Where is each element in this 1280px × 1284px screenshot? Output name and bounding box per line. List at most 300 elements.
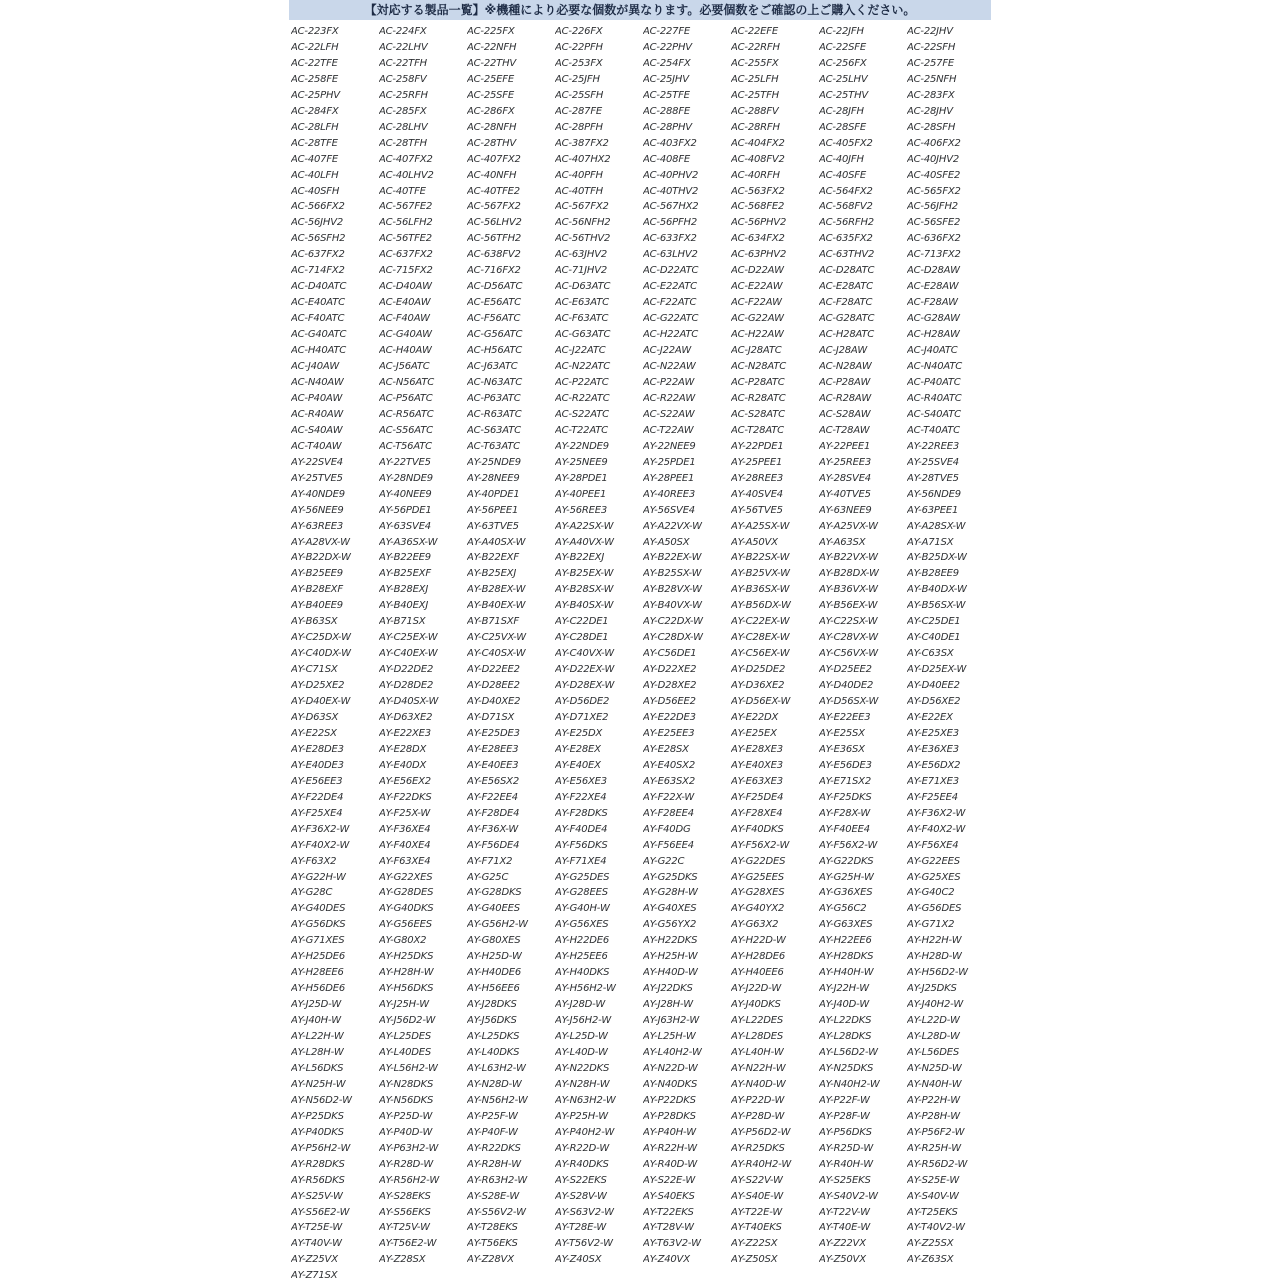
model-number: AY-F40DKS <box>731 823 784 835</box>
compatible-models-grid <box>291 24 995 1284</box>
model-number: AC-56RFH2 <box>819 217 874 229</box>
model-number: AY-C71SX <box>291 664 338 676</box>
model-number: AY-S56V2-W <box>467 1206 526 1218</box>
model-number: AY-D25EE2 <box>819 664 872 676</box>
model-number: AY-E71XE3 <box>907 775 959 787</box>
model-number: AC-25RFH <box>379 89 428 101</box>
model-number: AY-D63SX <box>291 711 339 723</box>
model-number: AY-J25D-W <box>291 999 342 1011</box>
model-number: AY-P40D-W <box>379 1126 433 1138</box>
model-number: AY-T22EKS <box>643 1206 694 1218</box>
model-number: AC-22TFH <box>379 57 427 69</box>
model-number: AC-226FX <box>555 26 603 37</box>
model-number: AC-25EFE <box>467 73 514 85</box>
model-number: AY-E22EX <box>907 711 953 723</box>
model-number: AY-N25D-W <box>907 1062 962 1074</box>
model-number: AC-568FE2 <box>731 201 785 213</box>
model-number: AY-T25E-W <box>291 1222 343 1234</box>
model-number: AC-28SFE <box>819 121 866 133</box>
model-number: AY-A50VX <box>731 536 778 548</box>
model-number: AC-40JFH <box>819 153 864 165</box>
model-number: AY-H40H-W <box>819 967 874 979</box>
model-number: AC-407FX2 <box>467 153 521 165</box>
model-number: AC-J40ATC <box>907 345 958 357</box>
model-number: AC-28TFH <box>379 137 427 149</box>
model-number: AY-B40EE9 <box>291 600 343 612</box>
model-number: AY-C40DX-W <box>291 648 351 660</box>
model-number: AC-N28AW <box>819 361 872 373</box>
model-number: AY-56TVE5 <box>731 504 783 516</box>
model-number: AY-P56F2-W <box>907 1126 965 1138</box>
model-number: AY-G36XES <box>819 887 873 899</box>
model-number: AC-P28AW <box>819 376 871 388</box>
model-number: AY-P40DKS <box>291 1126 344 1138</box>
model-number: AC-40RFH <box>731 169 780 181</box>
model-number: AY-J56D2-W <box>379 1015 436 1027</box>
model-number: AY-E22EE3 <box>819 711 871 723</box>
model-number: AY-C28DX-W <box>643 632 703 644</box>
model-number: AY-H22DKS <box>643 935 698 947</box>
model-number: AY-Z40SX <box>555 1254 602 1266</box>
model-number: AY-S22EKS <box>555 1174 607 1186</box>
model-number: AC-T40ATC <box>907 424 960 436</box>
model-number: AY-G25XES <box>907 871 961 883</box>
model-number: AY-L40DKS <box>467 1047 520 1058</box>
model-number: AC-F40ATC <box>291 313 345 325</box>
model-number: AC-22RFH <box>731 41 780 53</box>
model-number: AC-408FV2 <box>731 153 785 165</box>
model-number: AC-J40AW <box>291 361 340 373</box>
model-number: AY-L56DES <box>907 1047 960 1058</box>
model-number: AC-56THV2 <box>555 233 611 245</box>
model-number: AC-566FX2 <box>291 201 345 213</box>
model-number: AC-25TFH <box>731 89 779 101</box>
model-number: AY-B25EX-W <box>555 568 614 580</box>
model-number: AY-F56XE4 <box>907 839 959 851</box>
model-number: AY-Z40VX <box>643 1254 690 1266</box>
model-number: AY-N28DKS <box>379 1078 434 1090</box>
model-number: AY-63SVE4 <box>379 520 431 532</box>
model-number: AC-P40AW <box>291 392 343 404</box>
model-number: AY-R40H2-W <box>731 1158 792 1170</box>
model-number: AC-E63ATC <box>555 297 609 309</box>
model-number: AY-J28D-W <box>555 999 606 1011</box>
model-number: AY-N56D2-W <box>291 1094 352 1106</box>
model-number: AY-S40V-W <box>907 1190 959 1202</box>
model-number: AC-25JFH <box>555 73 600 85</box>
model-number: AY-D40DE2 <box>819 680 874 692</box>
model-number: AY-Z25VX <box>291 1254 338 1266</box>
model-number: AC-56PHV2 <box>731 217 787 229</box>
model-number: AC-22LFH <box>291 41 339 53</box>
model-number: AC-25LHV <box>819 73 868 85</box>
model-number: AY-T40EKS <box>731 1222 782 1234</box>
model-number: AY-25NDE9 <box>467 456 521 468</box>
model-number: AY-P63H2-W <box>379 1142 439 1154</box>
model-number: AY-N28D-W <box>467 1078 522 1090</box>
model-number: AC-635FX2 <box>819 233 873 245</box>
model-number: AY-D25EX-W <box>907 664 967 676</box>
model-number: AC-28TFE <box>291 137 338 149</box>
model-number: AC-F40AW <box>379 313 430 325</box>
model-number: AC-255FX <box>731 57 779 69</box>
model-number: AC-567FX2 <box>555 201 609 213</box>
model-number: AY-C63SX <box>907 648 954 660</box>
model-number: AY-B36VX-W <box>819 584 878 596</box>
model-number: AC-63THV2 <box>819 249 875 261</box>
model-number: AC-40PHV2 <box>643 169 699 181</box>
model-number: AY-J40H2-W <box>907 999 964 1011</box>
model-number: AY-G22EES <box>907 855 960 867</box>
model-number: AC-286FX <box>467 105 515 117</box>
model-number: AY-N40DKS <box>643 1078 698 1090</box>
model-number: AY-F36XE4 <box>379 823 431 835</box>
model-number: AC-S28AW <box>819 408 871 420</box>
model-number: AC-40LHV2 <box>379 169 434 181</box>
model-number: AY-S40EKS <box>643 1190 695 1202</box>
model-number: AY-56NEE9 <box>291 504 344 516</box>
model-number: AC-40SFH <box>291 185 340 197</box>
model-number: AC-56JHV2 <box>291 217 344 229</box>
model-number: AC-R22AW <box>643 392 696 404</box>
model-number: AY-R28DKS <box>291 1158 345 1170</box>
model-number: AY-J56H2-W <box>555 1015 612 1027</box>
model-number: AY-D25XE2 <box>291 680 345 692</box>
model-number: AC-25TFE <box>643 89 690 101</box>
model-number: AY-25REE3 <box>819 456 872 468</box>
model-number: AY-F22X-W <box>643 791 695 803</box>
model-number: AY-J40DKS <box>731 999 781 1011</box>
model-number: AY-S25V-W <box>291 1190 343 1202</box>
model-number: AY-T40E-W <box>819 1222 871 1234</box>
model-number: AC-F28ATC <box>819 297 873 309</box>
model-number: AY-H22H-W <box>907 935 962 947</box>
model-number: AY-B71SXF <box>467 616 519 628</box>
model-number: AY-A36SX-W <box>379 536 438 548</box>
model-number: AY-C22DX-W <box>643 616 703 628</box>
model-number: AY-E22DE3 <box>643 711 696 723</box>
model-number: AC-40THV2 <box>643 185 699 197</box>
model-number: AY-H40D-W <box>643 967 698 979</box>
model-number: AC-E40AW <box>379 297 431 309</box>
model-number: AY-63REE3 <box>291 520 344 532</box>
model-number: AY-56PEE1 <box>467 504 519 516</box>
model-number: AY-B25SX-W <box>643 568 702 580</box>
model-number: AY-B22EXJ <box>555 552 605 564</box>
model-number: AY-R22DKS <box>467 1142 521 1154</box>
model-number: AY-F28X-W <box>819 807 871 819</box>
model-number: AY-B40SX-W <box>555 600 614 612</box>
model-number: AY-H28DKS <box>819 951 874 963</box>
model-number: AY-T28E-W <box>555 1222 607 1234</box>
model-number: AY-D56XE2 <box>907 696 961 708</box>
model-number: AY-G28C <box>291 887 333 899</box>
model-number: AY-F22DKS <box>379 791 432 803</box>
model-number: AC-56PFH2 <box>643 217 698 229</box>
model-number: AY-E71SX2 <box>819 775 871 787</box>
model-number: AC-563FX2 <box>731 185 785 197</box>
model-number: AC-25PHV <box>291 89 340 101</box>
model-number: AC-R63ATC <box>467 408 522 420</box>
model-number: AY-H56D2-W <box>907 967 968 979</box>
model-number: AC-G28ATC <box>819 313 875 325</box>
model-number: AY-L25H-W <box>643 1031 696 1043</box>
model-number: AY-C56VX-W <box>819 648 878 660</box>
model-number: AY-R40D-W <box>643 1158 698 1170</box>
model-number: AY-P56H2-W <box>291 1142 351 1154</box>
model-number: AC-H28AW <box>907 329 960 341</box>
model-number: AY-G40DES <box>291 903 346 915</box>
model-number: AC-287FE <box>555 105 602 117</box>
model-number: AC-J22ATC <box>555 345 606 357</box>
model-number: AC-T63ATC <box>467 440 520 452</box>
model-number: AY-G40C2 <box>907 887 955 899</box>
model-number: AY-E25XE3 <box>907 727 959 739</box>
model-number: AY-G56XES <box>555 919 609 931</box>
model-number: AC-22JFH <box>819 26 864 37</box>
model-number: AY-F36X2-W <box>291 823 350 835</box>
model-number: AY-N40H-W <box>907 1078 962 1090</box>
model-number: AC-S28ATC <box>731 408 785 420</box>
model-number: AC-40SFE2 <box>907 169 961 181</box>
model-number: AY-P25D-W <box>379 1110 433 1122</box>
model-number: AY-E25DX <box>555 727 603 739</box>
model-number: AY-E25EX <box>731 727 777 739</box>
model-number: AY-25PDE1 <box>643 456 696 468</box>
model-number: AY-E22SX <box>291 727 337 739</box>
model-number: AY-J28H-W <box>643 999 693 1011</box>
model-number: AC-56LFH2 <box>379 217 433 229</box>
model-number: AC-D28ATC <box>819 265 875 277</box>
model-number: AY-J25DKS <box>907 983 957 995</box>
model-number: AY-S22E-W <box>643 1174 696 1186</box>
model-number: AY-E28EX <box>555 743 601 755</box>
model-number: AC-25JHV <box>643 73 689 85</box>
model-number: AY-L56H2-W <box>379 1062 438 1074</box>
model-number: AC-D40ATC <box>291 281 347 293</box>
model-number: AC-S22ATC <box>555 408 609 420</box>
model-number: AC-283FX <box>907 89 955 101</box>
model-number: AC-J63ATC <box>467 361 518 373</box>
model-number: AY-L56DKS <box>291 1062 344 1074</box>
model-number: AY-N22H-W <box>731 1062 786 1074</box>
model-number: AY-28PDE1 <box>555 472 608 484</box>
model-number: AY-22PEE1 <box>819 440 871 452</box>
model-number: AY-L63H2-W <box>467 1062 526 1074</box>
model-number: AY-F28DKS <box>555 807 608 819</box>
model-number: AC-56SFH2 <box>291 233 346 245</box>
model-number: AY-E28XE3 <box>731 743 783 755</box>
model-number: AC-H40AW <box>379 345 432 357</box>
model-number: AC-H22AW <box>731 329 784 341</box>
model-number: AC-P22ATC <box>555 376 609 388</box>
model-number: AY-D63XE2 <box>379 711 433 723</box>
model-number: AY-S28E-W <box>467 1190 520 1202</box>
model-number: AC-F22AW <box>731 297 782 309</box>
model-number: AC-N22AW <box>643 361 696 373</box>
model-number: AY-H40DKS <box>555 967 610 979</box>
model-number: AY-56PDE1 <box>379 504 432 516</box>
model-number: AC-40LFH <box>291 169 339 181</box>
model-number: AY-E36XE3 <box>907 743 959 755</box>
model-number: AC-285FX <box>379 105 427 117</box>
model-number: AC-P40ATC <box>907 376 961 388</box>
model-number: AC-28JFH <box>819 105 864 117</box>
model-number: AY-63TVE5 <box>467 520 519 532</box>
model-number: AC-P28ATC <box>731 376 785 388</box>
model-number: AY-T56E2-W <box>379 1238 437 1250</box>
model-number: AC-225FX <box>467 26 515 37</box>
model-number: AC-T40AW <box>291 440 342 452</box>
model-number: AC-R22ATC <box>555 392 610 404</box>
model-number: AY-B40EXJ <box>379 600 429 612</box>
model-number: AC-567HX2 <box>643 201 699 213</box>
model-number: AC-G28AW <box>907 313 960 325</box>
model-number: AC-22PFH <box>555 41 603 53</box>
model-number: AY-L22D-W <box>907 1015 960 1027</box>
model-number: AC-56SFE2 <box>907 217 961 229</box>
model-number: AY-G63X2 <box>731 919 779 931</box>
model-number: AY-H25DKS <box>379 951 434 963</box>
model-number: AC-T22ATC <box>555 424 608 436</box>
model-number: AY-C40EX-W <box>379 648 438 660</box>
model-number: AY-J22H-W <box>819 983 869 995</box>
model-number: AY-P22D-W <box>731 1094 785 1106</box>
model-number: AY-G56C2 <box>819 903 867 915</box>
model-number: AC-63LHV2 <box>643 249 698 261</box>
model-number: AY-J28DKS <box>467 999 517 1011</box>
model-number: AY-P28DKS <box>643 1110 696 1122</box>
model-number: AC-H56ATC <box>467 345 523 357</box>
model-number: AY-B22EX-W <box>643 552 702 564</box>
model-number: AY-F25XE4 <box>291 807 343 819</box>
model-number: AC-387FX2 <box>555 137 609 149</box>
model-number: AY-R56DKS <box>291 1174 345 1186</box>
model-number: AC-R40ATC <box>907 392 962 404</box>
model-number: AY-F25DE4 <box>731 791 784 803</box>
model-number: AY-28TVE5 <box>907 472 959 484</box>
model-number: AY-H56H2-W <box>555 983 616 995</box>
model-number: AY-G25DES <box>555 871 610 883</box>
model-number: AY-H22DE6 <box>555 935 610 947</box>
model-number: AY-S25EKS <box>819 1174 871 1186</box>
model-number: AY-B40DX-W <box>907 584 967 596</box>
model-number: AC-223FX <box>291 26 339 37</box>
model-number: AY-E40DX <box>379 759 427 771</box>
model-number: AC-J28AW <box>819 345 868 357</box>
model-number: AC-E22AW <box>731 281 783 293</box>
model-number: AY-G71XES <box>291 935 345 947</box>
model-number: AY-E25DE3 <box>467 727 520 739</box>
model-number: AY-S22V-W <box>731 1174 783 1186</box>
model-number: AC-J28ATC <box>731 345 782 357</box>
model-number: AY-J56DKS <box>467 1015 517 1027</box>
model-number: AY-40PDE1 <box>467 488 520 500</box>
model-number: AY-F56DKS <box>555 839 608 851</box>
model-number: AC-28SFH <box>907 121 956 133</box>
model-number: AY-P25H-W <box>555 1110 608 1122</box>
model-number: AY-G22DKS <box>819 855 874 867</box>
model-number: AY-F40X2-W <box>291 839 350 851</box>
model-number: AC-H22ATC <box>643 329 699 341</box>
model-number: AC-636FX2 <box>907 233 961 245</box>
model-number: AC-405FX2 <box>819 137 873 149</box>
model-number: AY-G22XES <box>379 871 433 883</box>
model-number: AY-C22EX-W <box>731 616 790 628</box>
model-number: AC-P63ATC <box>467 392 521 404</box>
model-number: AC-T28ATC <box>731 424 784 436</box>
model-number: AC-E40ATC <box>291 297 345 309</box>
model-number: AC-407FX2 <box>379 153 433 165</box>
model-number: AY-28PEE1 <box>643 472 695 484</box>
model-number: AY-G28DES <box>379 887 434 899</box>
model-number: AY-25NEE9 <box>555 456 608 468</box>
model-number: AY-F63X2 <box>291 855 337 867</box>
model-number: AY-A25SX-W <box>731 520 790 532</box>
model-number: AC-634FX2 <box>731 233 785 245</box>
model-number: AY-56NDE9 <box>907 488 961 500</box>
model-number: AY-F36X2-W <box>907 807 966 819</box>
model-number: AY-F25DKS <box>819 791 872 803</box>
model-number: AY-S40E-W <box>731 1190 784 1202</box>
model-number: AC-28RFH <box>731 121 780 133</box>
model-number: AY-F63XE4 <box>379 855 431 867</box>
model-number: AY-N63H2-W <box>555 1094 616 1106</box>
model-number: AC-F22ATC <box>643 297 697 309</box>
model-number: AC-28NFH <box>467 121 517 133</box>
model-number: AC-404FX2 <box>731 137 785 149</box>
model-number: AY-22NDE9 <box>555 440 609 452</box>
model-number: AY-22PDE1 <box>731 440 784 452</box>
model-number: AY-P28D-W <box>731 1110 785 1122</box>
model-number: AY-G56YX2 <box>643 919 697 931</box>
model-number: AC-P22AW <box>643 376 695 388</box>
model-number: AY-F25EE4 <box>907 791 958 803</box>
model-number: AY-22TVE5 <box>379 456 431 468</box>
model-number: AY-P56D2-W <box>731 1126 791 1138</box>
model-number: AC-716FX2 <box>467 265 521 277</box>
model-number: AC-S63ATC <box>467 424 521 436</box>
model-number: AY-E63XE3 <box>731 775 783 787</box>
model-number: AY-22REE3 <box>907 440 960 452</box>
model-number: AC-40PFH <box>555 169 603 181</box>
model-number: AY-H40EE6 <box>731 967 784 979</box>
model-number: AY-T40V-W <box>291 1238 342 1250</box>
model-number: AY-G25C <box>467 871 509 883</box>
model-number: AY-D25DE2 <box>731 664 786 676</box>
model-number: AY-F28EE4 <box>643 807 694 819</box>
model-number: AY-G40YX2 <box>731 903 785 915</box>
model-number: AY-G40DKS <box>379 903 434 915</box>
model-number: AY-Z22SX <box>731 1238 778 1250</box>
model-number: AC-28PHV <box>643 121 692 133</box>
model-number: AY-B22VX-W <box>819 552 878 564</box>
model-number: AC-565FX2 <box>907 185 961 197</box>
model-number: AY-E56XE3 <box>555 775 607 787</box>
model-number: AY-H28D-W <box>907 951 962 963</box>
model-number: AC-J56ATC <box>379 361 430 373</box>
model-number: AC-F63ATC <box>555 313 609 325</box>
model-number: AC-S40ATC <box>907 408 961 420</box>
model-number: AY-T25V-W <box>379 1222 430 1234</box>
model-number: AY-E63SX2 <box>643 775 695 787</box>
model-number: AY-C28EX-W <box>731 632 790 644</box>
model-number: AC-288FV <box>731 105 779 117</box>
model-number: AY-L28D-W <box>907 1031 960 1043</box>
model-number: AY-H22EE6 <box>819 935 872 947</box>
model-number: AY-63PEE1 <box>907 504 959 516</box>
model-number: AY-L40DES <box>379 1047 432 1058</box>
